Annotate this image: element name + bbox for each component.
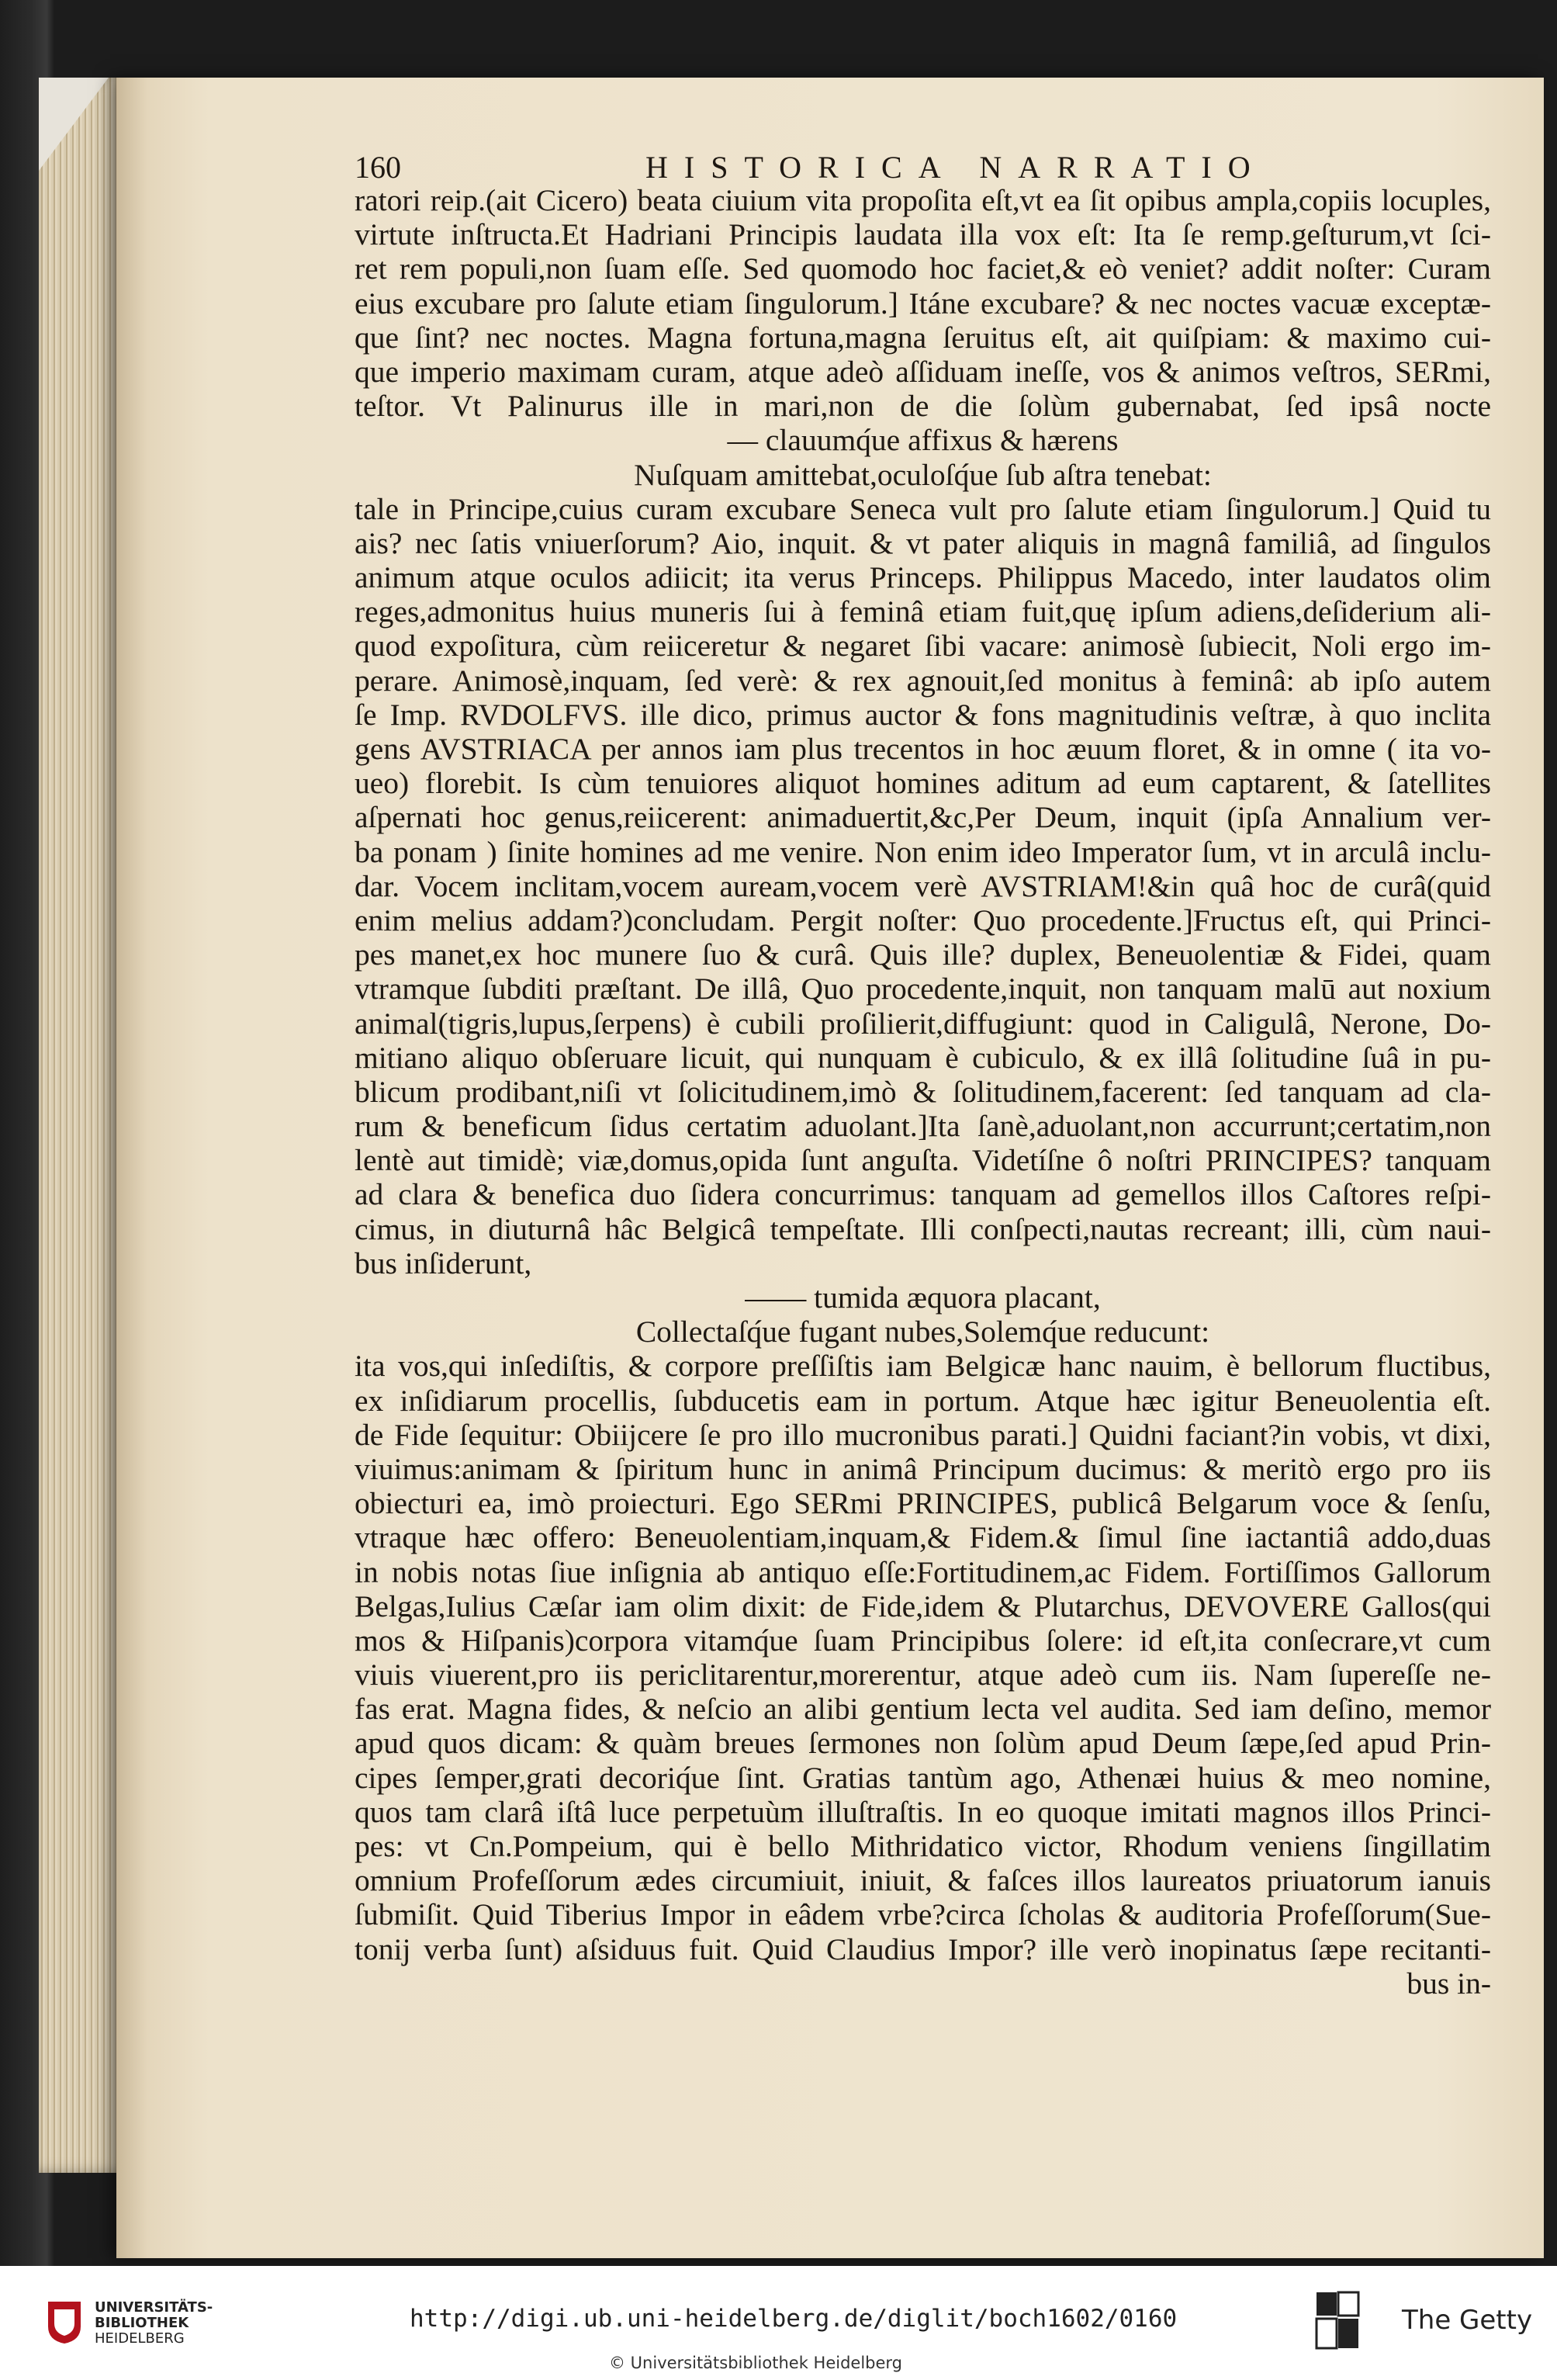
text-line: viuis viuerent,pro iis periclitarentur,morerentur, atque adeò cum iis. Nam ſupereſſe ne- bbox=[355, 1658, 1491, 1692]
text-line: rum & beneficum ſidus certatim aduolant.]Ita ſanè,aduolant,non accurrunt;certatim,non bbox=[355, 1109, 1491, 1144]
text-line: que ſint? nec noctes. Magna fortuna,magna ſeruitus eſt, ait quiſpiam: & maximo cui- bbox=[355, 320, 1491, 355]
text-line: lentè aut timidè; viæ,domus,opida ſunt anguſta. Videtíſne ô noſtri PRINCIPES? tanquam bbox=[355, 1143, 1491, 1178]
university-seal-icon bbox=[45, 2299, 84, 2345]
text-line: blicum prodibant,niſi vt ſolicitudinem,imò & ſolitudinem,facerent: ſed tanquam ad cla- bbox=[355, 1074, 1491, 1109]
copyright-notice: © Universitätsbibliothek Heidelberg bbox=[609, 2354, 903, 2372]
text-line: in nobis notas ſiue inſignia ab antiquo eſſe:Fortitudinem,ac Fidem. Fortiſſimos Gallorum bbox=[355, 1554, 1491, 1589]
text-line: tonij verba ſunt) aſsiduus fuit. Quid Claudius Impor? ille verò inopinatus ſæpe recitanti- bbox=[355, 1931, 1491, 1966]
text-line: pes manet,ex hoc munere ſuo & curâ. Quis ille? duplex, Beneuolentiæ & Fidei, quam bbox=[355, 937, 1491, 972]
text-line: pes: vt Cn.Pompeium, qui è bello Mithridatico victor, Rhodum veniens ſingillatim bbox=[355, 1829, 1491, 1863]
text-line: ratori reip.(ait Cicero) beata ciuium vita propoſita eſt,vt ea ſit opibus ampla,copiis locuples, bbox=[355, 183, 1491, 217]
text-line: —— tumida æquora placant, bbox=[745, 1280, 1101, 1315]
text-line: vtramque ſubditi præſtant. De illâ, Quo procedente,inquit, non tanquam malū aut noxium bbox=[355, 972, 1491, 1006]
text-line: animal(tigris,lupus,ſerpens) è cubili proſilierit,diffugiunt: quod in Caligulâ, Nerone, Do- bbox=[355, 1006, 1491, 1041]
text-line: Nuſquam amittebat,oculoſq́ue ſub aſtra tenebat: bbox=[634, 457, 1212, 492]
text-line: perare. Animosè,inquam, ſed verè: & rex agnouit,ſed monitus à feminâ: ab ipſo autem bbox=[355, 663, 1491, 698]
text-line: animum atque oculos adiicit; ita verus Princeps. Philippus Macedo, inter laudatos olim bbox=[355, 560, 1491, 595]
page-body-text bbox=[355, 183, 1491, 2001]
text-line: cimus, in diuturnâ hâc Belgicâ tempeſtate. Illi conſpecti,nautas recreant; illi, cùm naui- bbox=[355, 1211, 1491, 1246]
text-line: enim melius addam?)concludam. Pergit noſter: Quo procedente.]Fructus eſt, qui Princi- bbox=[355, 902, 1491, 937]
text-line: aſpernati hoc genus,reiicerent: animaduertit,&c,Per Deum, inquit (ipſa Annalium ver- bbox=[355, 800, 1491, 835]
text-line: vtraque hæc offero: Beneuolentiam,inquam,& Fidem.& ſimul ſine iactantiâ addo,duas bbox=[355, 1520, 1491, 1555]
text-line: — clauumq́ue affixus & hærens bbox=[727, 423, 1119, 458]
text-line: dar. Vocem inclitam,vocem auream,vocem verè AVSTRIAM!&in quâ hoc de curâ(quid bbox=[355, 868, 1491, 903]
text-line: eius excubare pro ſalute etiam ſingulorum.] Itáne excubare? & nec noctes vacuæ exceptæ- bbox=[355, 286, 1491, 320]
text-line: obiecturi ea, imò proiecturi. Ego SERmi PRINCIPES, publicâ Belgarum voce & ſenſu, bbox=[355, 1486, 1491, 1521]
partner-name: The Getty bbox=[1402, 2305, 1533, 2336]
text-line: ita vos,qui inſediſtis, & corpore preſſiſtis iam Belgicæ hanc nauim, è bellorum fluctibus, bbox=[355, 1349, 1491, 1384]
text-line: fas erat. Magna fides, & neſcio an alibi gentium lecta vel audita. Sed iam deſino, memor bbox=[355, 1692, 1491, 1727]
text-line: tale in Principe,cuius curam excubare Seneca vult pro ſalute etiam ſingulorum.] Quid tu bbox=[355, 491, 1491, 526]
text-line: apud quos dicam: & quàm breues ſermones non ſolùm apud Deum ſæpe,ſed apud Prin- bbox=[355, 1726, 1491, 1761]
text-line: ſubmiſit. Quid Tiberius Impor in eâdem vrbe?circa ſcholas & auditoria Profeſſorum(Sue- bbox=[355, 1897, 1491, 1932]
text-line: ba ponam ) ſinite homines ad me venire. Non enim ideo Imperator ſum, vt in arculâ inclu- bbox=[355, 834, 1491, 869]
text-line: bus inſiderunt, bbox=[355, 1245, 532, 1280]
permalink[interactable]: http://digi.ub.uni-heidelberg.de/diglit/boch1602/0160 bbox=[410, 2305, 1178, 2333]
text-line: reges,admonitus huius muneris ſui à feminâ etiam fuit,quę ipſum adiens,deſiderium ali- bbox=[355, 594, 1491, 629]
text-line: mitiano aliquo obſeruare licuit, qui nunquam è cubiculo, & ex illâ ſolitudine ſuâ in pu- bbox=[355, 1040, 1491, 1075]
text-line: ueo) florebit. Is cùm tenuiores aliquot homines aditum ad eum captarent, & ſatellites bbox=[355, 766, 1491, 801]
library-name: UNIVERSITÄTS- BIBLIOTHEK HEIDELBERG bbox=[95, 2299, 213, 2347]
text-line: omnium Profeſſorum ædes circumiuit, iniuit, & faſces illos laureatos priuatorum ianuis bbox=[355, 1863, 1491, 1898]
getty-logo-icon bbox=[1315, 2291, 1360, 2351]
running-header bbox=[355, 149, 1425, 183]
text-line: ret rem populi,non ſuam eſſe. Sed quomodo hoc faciet,& eò veniet? addit noſter: Curam bbox=[355, 251, 1491, 286]
text-line: ais? nec ſatis vniuerſorum? Aio, inquit. & vt pater aliquis in magnâ familiâ, ad ſingulos bbox=[355, 525, 1491, 560]
text-line: teſtor. Vt Palinurus ille in mari,non de die ſolùm gubernabat, ſed ipsâ nocte bbox=[355, 389, 1491, 424]
text-line: Collectaſq́ue fugant nubes,Solemq́ue reducunt: bbox=[635, 1315, 1210, 1349]
running-title: HISTORICA NARRATIO bbox=[645, 150, 1267, 185]
text-line: viuimus:animam & ſpiritum hunc in animâ Principum ducimus: & meritò ergo pro iis bbox=[355, 1451, 1491, 1486]
text-line: mos & Hiſpanis)corpora vitamq́ue ſuam Principibus ſolere: id eſt,ita conſecrare,vt cum bbox=[355, 1623, 1491, 1658]
text-line: gens AVSTRIACA per annos iam plus trecentos in hoc æuum floret, & in omne ( ita vo- bbox=[355, 732, 1491, 766]
text-line: ex inſidiarum procellis, ſubducetis eam in portum. Atque hæc igitur Beneuolentia eſt. bbox=[355, 1383, 1491, 1418]
text-line: que imperio maximam curam, atque adeò aſſiduam ineſſe, vos & animos veſtros, SERmi, bbox=[355, 354, 1491, 389]
text-line: Belgas,Iulius Cæſar iam olim dixit: de Fide,idem & Plutarchus, DEVOVERE Gallos(qui bbox=[355, 1588, 1491, 1623]
text-line: bus in- bbox=[1406, 1966, 1491, 2001]
text-line: cipes ſemper,grati decoriq́ue ſint. Gratias tantùm ago, Athenæi huius & meo nomine, bbox=[355, 1760, 1491, 1795]
text-line: ad clara & benefica duo ſidera concurrimus: tanquam ad gemellos illos Caſtores reſpi- bbox=[355, 1177, 1491, 1212]
text-line: de Fide ſequitur: Obiĳcere ſe pro illo mucronibus parati.] Quidni faciant?in vobis, vt dixi, bbox=[355, 1417, 1491, 1452]
viewer-footer bbox=[0, 2266, 1557, 2380]
page-number: 160 bbox=[355, 150, 401, 185]
text-line: ſe Imp. RVDOLFVS. ille dico, primus auctor & fons magnitudinis veſtræ, à quo inclita bbox=[355, 697, 1491, 732]
text-line: virtute inſtructa.Et Hadriani Principis laudata illa vox eſt: Ita ſe remp.geſturum,vt ſci- bbox=[355, 217, 1491, 252]
text-line: quod expoſitura, cùm reiiceretur & negaret ſibi vacare: animosè ſubiecit, Noli ergo im- bbox=[355, 629, 1491, 663]
text-line: quos tam clarâ iſtâ luce perpetuùm illuſtraſtis. In eo quoque imitati magnos illos Princi- bbox=[355, 1794, 1491, 1829]
